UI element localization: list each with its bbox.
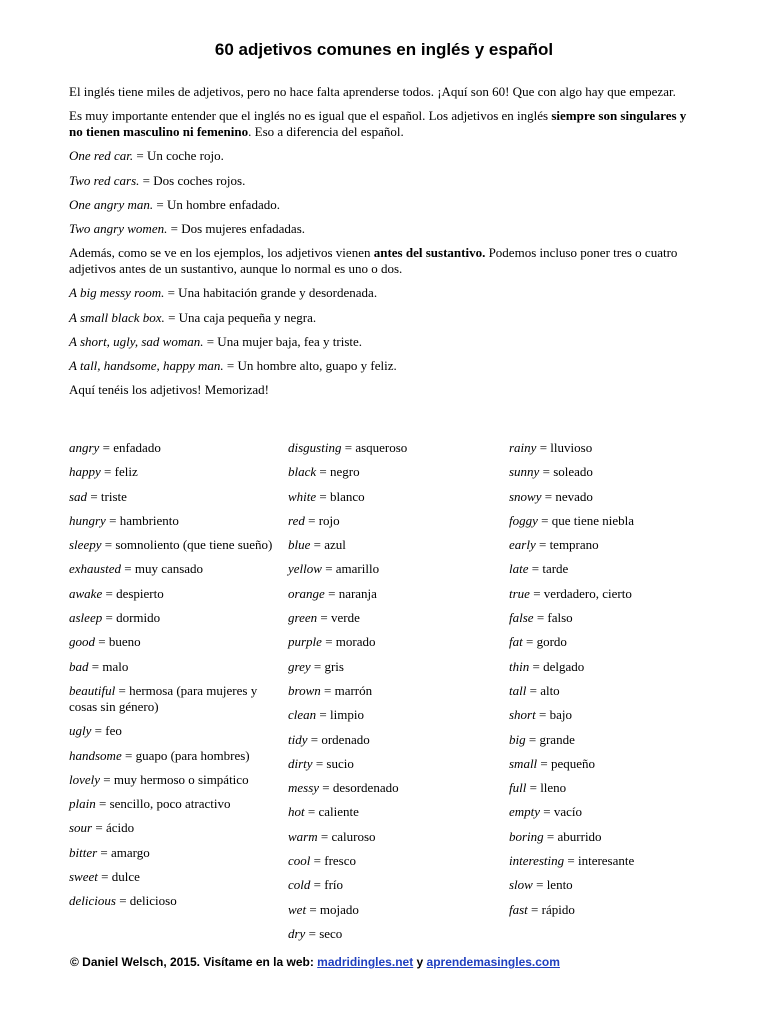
vocab-english: lovely [69,771,101,787]
vocab-english: purple [288,634,322,650]
vocab-english: ugly [69,723,92,739]
vocab-english: blue [288,537,311,553]
vocab-entry: true = verdadero, cierto [509,585,632,601]
vocab-english: fat [509,634,523,650]
vocab-english: sleepy [69,537,102,553]
vocab-spanish: interesante [577,853,635,869]
example-line [69,334,701,350]
vocab-english: bad [69,658,89,674]
vocab-spanish: caluroso [331,828,376,844]
vocab-entry: dry = seco [288,925,343,941]
vocab-entry: disgusting = asqueroso [288,440,408,455]
vocab-spanish: malo [102,658,129,674]
vocab-spanish: feo [105,723,122,739]
vocab-entry: cold = frío [288,877,344,893]
vocab-spanish: bajo [549,707,572,723]
vocab-english: delicious [69,893,116,909]
example-line [69,221,701,237]
example-en: A tall, handsome, happy man. [69,357,224,373]
vocab-spanish: blanco [330,488,365,504]
vocab-spanish: temprano [549,537,599,553]
vocab-english: fast [509,901,528,917]
vocab-english: short [509,707,536,723]
vocab-english: disgusting [288,440,342,455]
example-es: = Dos mujeres enfadadas. [167,220,306,236]
example-line [69,148,701,164]
vocab-entry: sad = triste [69,488,127,504]
vocab-english: sunny [509,464,540,480]
vocab-english: messy [288,780,320,796]
vocab-entry: yellow = amarillo [288,561,380,577]
vocab-spanish: pequeño [551,755,596,771]
vocab-spanish: soleado [553,464,593,480]
vocab-spanish: alto [540,682,560,698]
vocab-entry: ugly = feo [69,723,122,739]
example-es: = Una caja pequeña y negra. [164,309,317,325]
vocab-entry: purple = morado [288,634,376,650]
vocab-english: hot [288,804,305,820]
example-en: A big messy room. [69,285,165,301]
intro-paragraph-1: El inglés tiene miles de adjetivos, pero no hace falta aprenderse todos. ¡Aquí son 60! Que con algo hay que empezar. [69,84,676,99]
vocab-entry: tidy = ordenado [288,731,370,747]
vocab-entry: warm = caluroso [288,828,376,844]
vocab-spanish: ordenado [321,731,370,747]
vocab-english: late [509,561,529,577]
vocab-entry: delicious = delicioso [69,893,177,909]
vocab-english: wet [288,901,307,917]
vocab-english: full [509,780,527,796]
vocab-entry: exhausted = muy cansado [69,561,204,577]
vocab-spanish: tarde [542,561,569,577]
vocab-spanish: mojado [319,901,359,917]
vocab-english: boring [509,828,544,844]
vocab-entry: handsome = guapo (para hombres) [69,747,250,763]
vocab-english: dry [288,925,306,941]
vocab-entry: good = bueno [69,634,141,650]
vocab-english: false [509,610,534,626]
vocab-entry: hungry = hambriento [69,512,179,528]
vocab-entry: thin = delgado [509,658,585,674]
vocab-entry: lovely = muy hermoso o simpático [69,771,249,787]
p2-text-a: Es muy importante entender que el inglés no es igual que el español. Los adjetivos en inglés [69,108,552,124]
example-en: A short, ugly, sad woman. [69,333,204,349]
vocab-spanish: gordo [536,634,567,650]
vocab-english: bitter [69,844,98,860]
intro-paragraph-4: Aquí tenéis los adjetivos! Memorizad! [69,382,270,398]
vocab-entry: asleep = dormido [69,610,161,626]
vocab-spanish: seco [319,925,343,941]
vocab-entry: dirty = sucio [288,755,354,771]
vocab-spanish: nevado [555,488,593,504]
footer-text: © Daniel Welsch, 2015. Visítame en la web: [70,955,318,969]
vocab-english: plain [69,796,96,812]
vocab-spanish: desordenado [332,780,399,796]
vocab-spanish: amarillo [335,561,380,577]
vocab-entry: angry = enfadado [69,440,161,455]
vocab-entry: white = blanco [288,488,365,504]
example-es: = Una mujer baja, fea y triste. [203,333,363,349]
footer-between: y [413,955,427,969]
link-madridingles[interactable]: madridingles.net [317,955,414,969]
vocab-spanish: dulce [111,869,140,885]
vocab-entry: fast = rápido [509,901,575,917]
vocab-entry: late = tarde [509,561,569,577]
vocab-entry: fat = gordo [509,634,567,650]
vocab-spanish: lento [546,877,573,893]
vocab-spanish: triste [100,488,127,504]
vocab-english: thin [509,658,530,674]
vocab-spanish: dormido [116,610,161,626]
vocab-english: small [509,755,538,771]
example-es: = Un hombre alto, guapo y feliz. [223,357,397,373]
example-en: Two angry women. [69,220,168,236]
vocab-spanish: feliz [114,464,138,480]
example-en: One red car. [69,148,134,164]
vocab-spanish: falso [547,610,573,626]
example-line [69,358,701,374]
vocab-english: cool [288,853,311,869]
vocab-spanish: marrón [334,682,373,698]
vocab-spanish: enfadado [113,440,161,455]
vocab-spanish: vacío [553,804,583,820]
vocab-column-3 [509,440,724,926]
vocab-spanish: rojo [318,512,340,528]
vocab-english: orange [288,585,325,601]
vocab-english: true [509,585,530,601]
link-aprendemasingles[interactable]: aprendemasingles.com [426,955,560,969]
vocab-entry: plain = sencillo, poco atractivo [69,796,231,812]
vocab-spanish: delgado [543,658,585,674]
p3-text-c: Podemos incluso poner tres o cuatro adjetivos antes de un sustantivo, aunque lo normal es uno o dos. [69,245,678,277]
vocab-english: exhausted [69,561,121,577]
vocab-english: good [69,634,95,650]
vocab-spanish: limpio [330,707,364,723]
vocab-entry: blue = azul [288,537,346,553]
vocab-english: happy [69,464,101,480]
vocab-entry: tall = alto [509,682,560,698]
example-line [69,197,701,213]
vocab-spanish: grande [539,731,575,747]
vocab-entry: rainy = lluvioso [509,440,593,455]
vocab-english: empty [509,804,541,820]
p3-bold: antes del sustantivo. [373,245,486,261]
vocab-entry: sunny = soleado [509,464,593,480]
example-line [69,310,701,326]
intro-section [69,84,701,406]
vocab-english: white [288,488,317,504]
vocab-entry: bitter = amargo [69,844,150,860]
vocab-spanish: amargo [111,844,150,860]
vocab-english: clean [288,707,317,723]
vocab-column-1 [69,440,284,918]
vocab-spanish: naranja [338,585,377,601]
vocab-spanish: morado [335,634,376,650]
vocab-english: brown [288,682,321,698]
vocab-english: yellow [288,561,322,577]
vocab-spanish: sucio [326,755,354,771]
vocab-english: slow [509,877,533,893]
vocab-spanish: asqueroso [355,440,408,455]
vocabulary-columns [69,440,709,960]
vocab-english: handsome [69,747,122,763]
vocab-entry: brown = marrón [288,682,373,698]
vocab-english: warm [288,828,318,844]
vocab-entry: slow = lento [509,877,573,893]
vocab-entry: grey = gris [288,658,344,674]
vocab-entry: empty = vacío [509,804,583,820]
vocab-english: cold [288,877,311,893]
vocab-spanish: sencillo, poco atractivo [109,796,231,812]
vocab-english: asleep [69,610,103,626]
vocab-english: red [288,512,305,528]
vocab-entry: sweet = dulce [69,869,140,885]
vocab-spanish: despierto [116,585,164,601]
vocab-entry: red = rojo [288,512,340,528]
vocab-spanish: bueno [108,634,141,650]
vocab-english: interesting [509,853,565,869]
vocab-english: tidy [288,731,308,747]
vocab-spanish: muy cansado [134,561,204,577]
vocab-entry: clean = limpio [288,707,364,723]
vocab-spanish: frío [324,877,344,893]
vocab-entry: awake = despierto [69,585,164,601]
example-es: = Una habitación grande y desordenada. [164,285,378,301]
vocab-spanish: ácido [105,820,135,836]
example-es: = Dos coches rojos. [139,172,246,188]
vocab-entry: false = falso [509,610,573,626]
vocab-spanish: delicioso [129,893,177,909]
vocab-english: hungry [69,512,106,528]
vocab-english: big [509,731,526,747]
example-es: = Un coche rojo. [133,148,224,164]
vocab-spanish: fresco [324,853,356,869]
vocab-entry: messy = desordenado [288,780,399,796]
vocab-spanish: negro [330,464,360,480]
vocab-entry: sleepy = somnoliento (que tiene sueño) [69,537,273,553]
vocab-english: sad [69,488,88,504]
p2-bold: siempre son singulares y no tienen masculino ni femenino [69,108,687,140]
vocab-english: black [288,464,317,480]
vocab-spanish: aburrido [557,828,602,844]
example-line [69,285,701,301]
vocab-spanish: que tiene niebla [551,512,635,528]
vocab-spanish: rápido [541,901,575,917]
vocab-spanish: hambriento [119,512,179,528]
vocab-spanish: hermosa (para mujeres y cosas sin género) [69,682,258,714]
vocab-english: green [288,610,318,626]
vocab-english: tall [509,682,527,698]
vocab-english: rainy [509,440,537,455]
vocab-spanish: azul [324,537,346,553]
intro-paragraph-2 [69,108,701,140]
intro-paragraph-3 [69,245,701,277]
vocab-entry: interesting = interesante [509,853,635,869]
vocab-entry: big = grande [509,731,575,747]
vocab-english: beautiful [69,682,116,698]
example-line [69,173,701,189]
vocab-entry: bad = malo [69,658,129,674]
vocab-spanish: verde [330,610,360,626]
vocab-spanish: verdadero, cierto [543,585,632,601]
vocab-spanish: gris [324,658,344,674]
vocab-english: early [509,537,536,553]
vocab-english: sweet [69,869,98,885]
vocab-entry: small = pequeño [509,755,596,771]
footer [70,955,710,969]
vocab-entry: orange = naranja [288,585,377,601]
vocab-english: foggy [509,512,538,528]
vocab-entry: boring = aburrido [509,828,602,844]
vocab-english: snowy [509,488,542,504]
vocab-english: awake [69,585,103,601]
example-en: Two red cars. [69,172,140,188]
vocab-column-2 [288,440,503,950]
vocab-entry: snowy = nevado [509,488,593,504]
example-es: = Un hombre enfadado. [153,196,280,212]
vocab-entry: foggy = que tiene niebla [509,512,635,528]
vocab-entry: happy = feliz [69,464,138,480]
vocab-entry: black = negro [288,464,360,480]
vocab-entry: green = verde [288,610,360,626]
vocab-english: angry [69,440,100,455]
vocab-spanish: lleno [540,780,567,796]
vocab-entry: sour = ácido [69,820,135,836]
example-en: A small black box. [69,309,165,325]
vocab-english: sour [69,820,93,836]
vocab-english: dirty [288,755,313,771]
page-title: 60 adjetivos comunes en inglés y español [214,40,554,59]
vocab-entry: cool = fresco [288,853,356,869]
vocab-spanish: muy hermoso o simpático [113,771,249,787]
vocab-entry: beautiful = hermosa (para mujeres y cosas sin género) [69,682,258,714]
vocab-spanish: guapo (para hombres) [135,747,250,763]
vocab-english: grey [288,658,311,674]
vocab-entry: early = temprano [509,537,599,553]
vocab-spanish: somnoliento (que tiene sueño) [115,537,273,553]
vocab-entry: short = bajo [509,707,572,723]
p2-text-c: . Eso a diferencia del español. [248,124,404,140]
vocab-spanish: caliente [318,804,359,820]
p3-text-a: Además, como se ve en los ejemplos, los adjetivos vienen [69,245,374,261]
vocab-entry: wet = mojado [288,901,359,917]
vocab-entry: hot = caliente [288,804,359,820]
vocab-entry: full = lleno [509,780,567,796]
example-en: One angry man. [69,196,154,212]
vocab-spanish: lluvioso [550,440,593,455]
